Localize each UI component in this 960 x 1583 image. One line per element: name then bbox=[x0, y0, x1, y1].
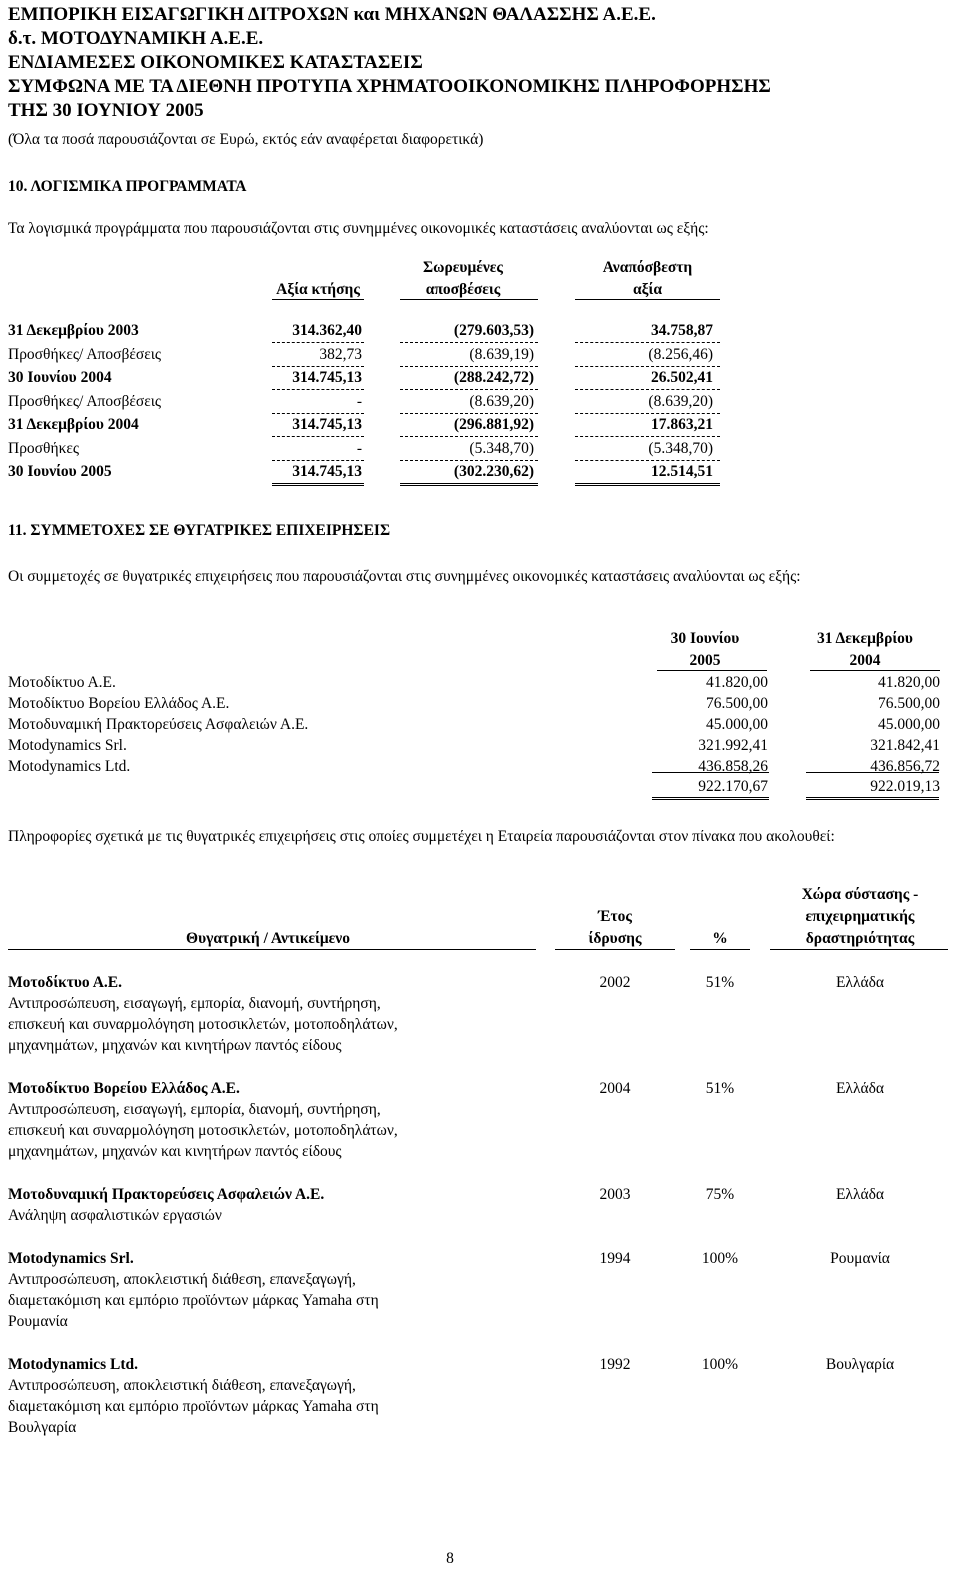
subsidiary-activity: Αντιπροσώπευση, αποκλειστική διάθεση, επανεξαγωγή, bbox=[8, 1377, 356, 1394]
header-rule bbox=[810, 670, 940, 671]
row-rule bbox=[575, 436, 720, 437]
cost-value: 314.745,13 bbox=[292, 463, 362, 480]
subsidiary-name: Motodynamics Srl. bbox=[8, 1250, 134, 1267]
column-header-accum-line2: αποσβέσεις bbox=[425, 281, 501, 298]
section-10-intro: Τα λογισμικά προγράμματα που παρουσιάζονται στις συνημμένες οικονομικές καταστάσεις αναλύονται ως εξής: bbox=[8, 220, 709, 237]
header-rule bbox=[400, 299, 538, 300]
subsidiary-year: 2003 bbox=[599, 1186, 631, 1203]
row-rule bbox=[575, 460, 720, 461]
currency-note: (Όλα τα ποσά παρουσιάζονται σε Ευρώ, εκτός εάν αναφέρεται διαφορετικά) bbox=[8, 131, 484, 148]
subsidiary-year: 1994 bbox=[599, 1250, 631, 1267]
header-rule bbox=[690, 949, 750, 950]
subsidiary-year: 2002 bbox=[599, 974, 631, 991]
subsidiary-activity: διαμετακόμιση και εμπόριο προϊόντων μάρκας Yamaha στη bbox=[8, 1292, 379, 1309]
subsidiary-name: Μοτοδίκτυο Α.Ε. bbox=[8, 974, 122, 991]
subsidiary-country: Ρουμανία bbox=[830, 1250, 890, 1267]
investment-label: Μοτοδίκτυο Α.Ε. bbox=[8, 674, 116, 691]
header-rule bbox=[8, 949, 536, 950]
accumulated-value: (296.881,92) bbox=[453, 416, 534, 433]
row-rule bbox=[400, 389, 538, 390]
column-header-nbv-line1: Αναπόσβεστη bbox=[602, 259, 693, 276]
investment-label: Motodynamics Ltd. bbox=[8, 758, 131, 775]
net-book-value: 34.758,87 bbox=[651, 322, 713, 339]
subsidiary-year: 1992 bbox=[599, 1356, 631, 1373]
subsidiary-name: Motodynamics Ltd. bbox=[8, 1356, 139, 1373]
table-row-label: 31 Δεκεμβρίου 2003 bbox=[8, 322, 139, 339]
column-header-jun2005-line1: 30 Ιουνίου bbox=[670, 630, 740, 647]
investment-jun2005: 76.500,00 bbox=[706, 695, 768, 712]
total-jun2005: 922.170,67 bbox=[698, 778, 768, 795]
subsidiary-percent: 100% bbox=[701, 1356, 739, 1373]
table-row-label: 30 Ιουνίου 2005 bbox=[8, 463, 112, 480]
investment-dec2004: 321.842,41 bbox=[870, 737, 940, 754]
net-book-value: 17.863,21 bbox=[651, 416, 713, 433]
row-rule bbox=[400, 460, 538, 461]
accumulated-value: (302.230,62) bbox=[453, 463, 534, 480]
column-header-accum-line1: Σωρευμένες bbox=[423, 259, 503, 276]
subsidiary-activity: Ρουμανία bbox=[8, 1313, 68, 1330]
subsidiary-activity: Αντιπροσώπευση, εισαγωγή, εμπορία, διανομή, συντήρηση, bbox=[8, 1101, 381, 1118]
investment-label: Μοτοδυναμική Πρακτορεύσεις Ασφαλειών Α.Ε. bbox=[8, 716, 309, 733]
column-header-percent: % bbox=[712, 930, 728, 947]
subsidiary-activity: επισκευή και συναρμολόγηση μοτοσικλετών, μοτοποδηλάτων, bbox=[8, 1122, 398, 1139]
net-book-value: (5.348,70) bbox=[648, 440, 713, 457]
section-11-title: 11. ΣΥΜΜΕΤΟΧΕΣ ΣΕ ΘΥΓΑΤΡΙΚΕΣ ΕΠΙΧΕΙΡΗΣΕΙΣ bbox=[8, 522, 391, 539]
cost-value: 314.745,13 bbox=[292, 369, 362, 386]
subsidiaries-info: Πληροφορίες σχετικά με τις θυγατρικές επιχειρήσεις στις οποίες συμμετέχει η Εταιρεία παρουσιάζονται στον πίνακα που ακολουθεί: bbox=[8, 828, 835, 845]
trade-name: δ.τ. ΜΟΤΟΔΥΝΑΜΙΚΗ Α.Ε.Ε. bbox=[8, 28, 264, 49]
column-header-subsidiary: Θυγατρική / Αντικείμενο bbox=[186, 930, 350, 947]
cost-value: 314.745,13 bbox=[292, 416, 362, 433]
page-number: 8 bbox=[446, 1550, 454, 1567]
subsidiary-activity: Αντιπροσώπευση, αποκλειστική διάθεση, επανεξαγωγή, bbox=[8, 1271, 356, 1288]
cost-value: - bbox=[356, 440, 362, 457]
accumulated-value: (8.639,19) bbox=[469, 346, 534, 363]
row-rule bbox=[272, 389, 364, 390]
subsidiary-activity: διαμετακόμιση και εμπόριο προϊόντων μάρκας Yamaha στη bbox=[8, 1398, 379, 1415]
row-rule bbox=[272, 460, 364, 461]
cost-value: 382,73 bbox=[319, 346, 362, 363]
subsidiary-activity: επισκευή και συναρμολόγηση μοτοσικλετών, μοτοποδηλάτων, bbox=[8, 1016, 398, 1033]
column-header-nbv-line2: αξία bbox=[632, 281, 663, 298]
investment-jun2005: 436.858,26 bbox=[698, 758, 768, 775]
statements-title: ΕΝΔΙΑΜΕΣΕΣ ΟΙΚΟΝΟΜΙΚΕΣ ΚΑΤΑΣΤΑΣΕΙΣ bbox=[8, 52, 423, 73]
total-double-rule bbox=[400, 483, 538, 486]
subsidiary-name: Μοτοδίκτυο Βορείου Ελλάδος Α.Ε. bbox=[8, 1080, 240, 1097]
subsidiary-country: Ελλάδα bbox=[835, 1080, 885, 1097]
subsidiary-name: Μοτοδυναμική Πρακτορεύσεις Ασφαλειών Α.Ε. bbox=[8, 1186, 325, 1203]
net-book-value: (8.256,46) bbox=[648, 346, 713, 363]
accumulated-value: (279.603,53) bbox=[453, 322, 534, 339]
column-header-year-line2: ίδρυσης bbox=[588, 930, 642, 947]
total-dec2004: 922.019,13 bbox=[870, 778, 940, 795]
subsidiary-percent: 100% bbox=[701, 1250, 739, 1267]
subsidiary-percent: 51% bbox=[705, 974, 735, 991]
subsidiary-percent: 75% bbox=[705, 1186, 735, 1203]
investment-dec2004: 41.820,00 bbox=[878, 674, 940, 691]
header-rule bbox=[555, 949, 675, 950]
row-rule bbox=[575, 389, 720, 390]
accumulated-value: (5.348,70) bbox=[469, 440, 534, 457]
investment-jun2005: 41.820,00 bbox=[706, 674, 768, 691]
column-header-year-line1: Έτος bbox=[598, 908, 632, 925]
header-rule bbox=[575, 299, 720, 300]
investment-label: Motodynamics Srl. bbox=[8, 737, 127, 754]
column-header-dec2004-line2: 2004 bbox=[849, 652, 881, 669]
standards-title: ΣΥΜΦΩΝΑ ΜΕ ΤΑ ΔΙΕΘΝΗ ΠΡΟΤΥΠΑ ΧΡΗΜΑΤΟΟΙΚΟΝΟΜΙΚΗΣ ΠΛΗΡΟΦΟΡΗΣΗΣ bbox=[8, 76, 771, 97]
accumulated-value: (288.242,72) bbox=[453, 369, 534, 386]
period-title: ΤΗΣ 30 ΙΟΥΝΙΟΥ 2005 bbox=[8, 100, 204, 121]
total-double-rule bbox=[272, 483, 364, 486]
row-rule bbox=[400, 366, 538, 367]
row-rule bbox=[272, 413, 364, 414]
company-name: ΕΜΠΟΡΙΚΗ ΕΙΣΑΓΩΓΙΚΗ ΔΙΤΡΟΧΩΝ και ΜΗΧΑΝΩΝ ΘΑΛΑΣΣΗΣ Α.Ε.Ε. bbox=[8, 4, 656, 25]
subsidiary-year: 2004 bbox=[599, 1080, 631, 1097]
table-row-label: Προσθήκες/ Αποσβέσεις bbox=[8, 346, 162, 363]
investment-dec2004: 436.856,72 bbox=[870, 758, 940, 775]
row-rule bbox=[575, 413, 720, 414]
column-header-dec2004-line1: 31 Δεκεμβρίου bbox=[817, 630, 913, 647]
total-rule bbox=[806, 772, 939, 773]
row-rule bbox=[400, 413, 538, 414]
column-header-jun2005-line2: 2005 bbox=[689, 652, 721, 669]
subsidiary-activity: Αντιπροσώπευση, εισαγωγή, εμπορία, διανομή, συντήρηση, bbox=[8, 995, 381, 1012]
subsidiary-activity: μηχανημάτων, μηχανών και κινητήρων παντός είδους bbox=[8, 1143, 342, 1160]
subsidiary-percent: 51% bbox=[705, 1080, 735, 1097]
column-header-country-line3: δραστηριότητας bbox=[805, 930, 915, 947]
table-row-label: Προσθήκες/ Αποσβέσεις bbox=[8, 393, 162, 410]
column-header-country-line1: Χώρα σύστασης - bbox=[801, 886, 919, 903]
subsidiary-activity: Βουλγαρία bbox=[8, 1419, 77, 1436]
header-rule bbox=[272, 299, 364, 300]
row-rule bbox=[400, 436, 538, 437]
subsidiary-country: Ελλάδα bbox=[835, 974, 885, 991]
table-row-label: 30 Ιουνίου 2004 bbox=[8, 369, 112, 386]
subsidiary-country: Βουλγαρία bbox=[825, 1356, 895, 1373]
row-rule bbox=[400, 342, 538, 343]
header-rule bbox=[770, 949, 948, 950]
subsidiary-activity: μηχανημάτων, μηχανών και κινητήρων παντός είδους bbox=[8, 1037, 342, 1054]
row-rule bbox=[575, 366, 720, 367]
row-rule bbox=[272, 366, 364, 367]
section-10-title: 10. ΛΟΓΙΣΜΙΚΑ ΠΡΟΓΡΑΜΜΑΤΑ bbox=[8, 178, 247, 195]
cost-value: - bbox=[356, 393, 362, 410]
column-header-cost: Αξία κτήσης bbox=[276, 281, 360, 298]
cost-value: 314.362,40 bbox=[292, 322, 362, 339]
net-book-value: (8.639,20) bbox=[648, 393, 713, 410]
table-row-label: Προσθήκες bbox=[8, 440, 80, 457]
investment-jun2005: 321.992,41 bbox=[698, 737, 768, 754]
net-book-value: 26.502,41 bbox=[651, 369, 713, 386]
row-rule bbox=[272, 436, 364, 437]
total-double-rule bbox=[575, 483, 720, 486]
row-rule bbox=[272, 342, 364, 343]
accumulated-value: (8.639,20) bbox=[469, 393, 534, 410]
investment-jun2005: 45.000,00 bbox=[706, 716, 768, 733]
total-double-rule bbox=[806, 797, 939, 800]
investment-dec2004: 45.000,00 bbox=[878, 716, 940, 733]
total-rule bbox=[652, 772, 769, 773]
investment-label: Μοτοδίκτυο Βορείου Ελλάδος Α.Ε. bbox=[8, 695, 230, 712]
row-rule bbox=[575, 342, 720, 343]
header-rule bbox=[657, 670, 767, 671]
section-11-intro: Οι συμμετοχές σε θυγατρικές επιχειρήσεις που παρουσιάζονται στις συνημμένες οικονομικές καταστάσεις αναλύονται ως εξής: bbox=[8, 568, 801, 585]
column-header-country-line2: επιχειρηματικής bbox=[805, 908, 915, 925]
subsidiary-country: Ελλάδα bbox=[835, 1186, 885, 1203]
subsidiary-activity: Ανάληψη ασφαλιστικών εργασιών bbox=[8, 1207, 222, 1224]
total-double-rule bbox=[652, 797, 769, 800]
investment-dec2004: 76.500,00 bbox=[878, 695, 940, 712]
net-book-value: 12.514,51 bbox=[651, 463, 713, 480]
table-row-label: 31 Δεκεμβρίου 2004 bbox=[8, 416, 139, 433]
